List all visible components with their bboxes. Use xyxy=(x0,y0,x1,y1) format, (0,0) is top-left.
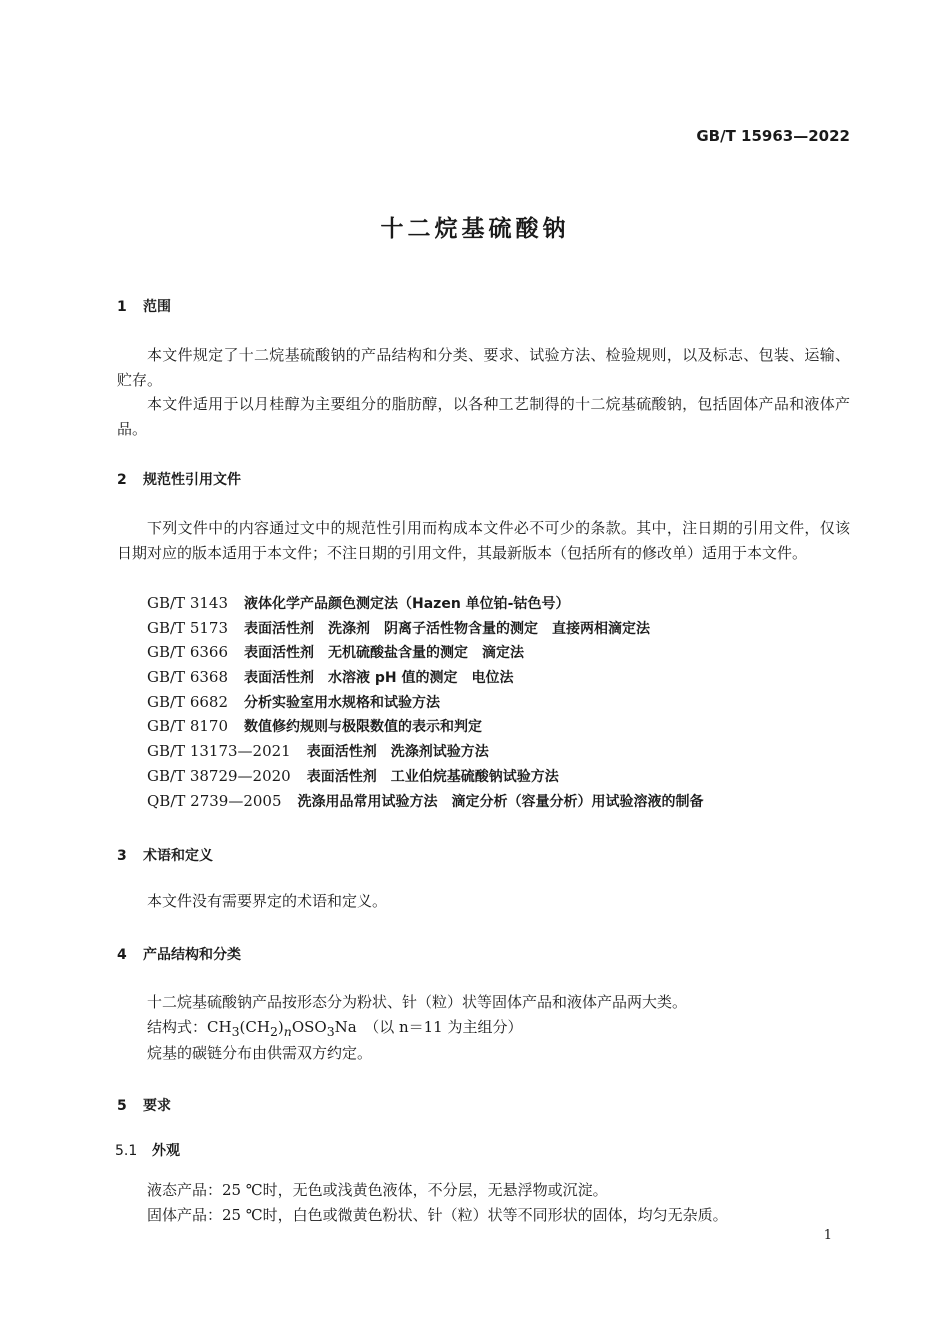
section-number: 5 xyxy=(117,1098,127,1114)
reference-item xyxy=(147,616,704,641)
reference-code: GB/T 38729—2020 xyxy=(147,766,291,785)
page-number: 1 xyxy=(823,1228,832,1243)
reference-code: GB/T 6368 xyxy=(147,668,229,687)
reference-title: 液体化学产品颜色测定法（Hazen 单位铂-钴色号） xyxy=(244,596,570,612)
document-title: 十二烷基硫酸钠 xyxy=(380,216,570,242)
reference-title: 表面活性剂 洗涤剂试验方法 xyxy=(306,744,489,761)
reference-item xyxy=(147,640,704,665)
section-number: 1 xyxy=(117,299,127,315)
section-3-paragraph: 本文件没有需要界定的术语和定义。 xyxy=(147,892,388,910)
formula-prefix: 结构式：CH xyxy=(147,1018,232,1036)
section-title: 术语和定义 xyxy=(143,848,213,864)
section-4-line-3: 烷基的碳链分布由供需双方约定。 xyxy=(147,1044,373,1062)
subsection-5-1-heading xyxy=(115,1140,180,1160)
section-title: 规范性引用文件 xyxy=(143,472,241,488)
reference-code: GB/T 5173 xyxy=(147,618,229,637)
section-5-heading xyxy=(117,1095,171,1115)
reference-item xyxy=(147,591,704,616)
appearance-solid: 固体产品：25 ℃时，白色或微黄色粉状、针（粒）状等不同形状的固体，均匀无杂质。 xyxy=(147,1206,728,1224)
section-number: 2 xyxy=(117,472,127,488)
standard-code: GB/T 15963—2022 xyxy=(696,127,850,145)
reference-code: GB/T 6366 xyxy=(147,643,229,662)
formula-subscript: 2 xyxy=(269,1024,278,1039)
appearance-liquid: 液态产品：25 ℃时，无色或浅黄色液体，不分层，无悬浮物或沉淀。 xyxy=(147,1181,608,1199)
reference-item xyxy=(147,764,704,789)
reference-code: GB/T 13173—2021 xyxy=(147,742,291,761)
reference-item xyxy=(147,789,704,814)
formula-subscript-n: n xyxy=(283,1024,292,1039)
reference-item xyxy=(147,739,704,764)
section-title: 要求 xyxy=(143,1098,171,1114)
reference-code: GB/T 8170 xyxy=(147,717,229,736)
formula-subscript: 3 xyxy=(231,1024,240,1039)
reference-title: 表面活性剂 工业伯烷基硫酸钠试验方法 xyxy=(306,768,559,785)
section-4-line-1: 十二烷基硫酸钠产品按形态分为粉状、针（粒）状等固体产品和液体产品两大类。 xyxy=(147,993,688,1011)
section-1-paragraph-1: 本文件规定了十二烷基硫酸钠的产品结构和分类、要求、试验方法、检验规则，以及标志、包装、运输、贮存。 xyxy=(117,346,850,389)
reference-item xyxy=(147,665,704,690)
reference-item xyxy=(147,690,704,715)
formula-part: (CH xyxy=(239,1018,270,1036)
section-number: 3 xyxy=(117,848,127,864)
formula-part: ) xyxy=(277,1018,284,1036)
reference-title: 数值修约规则与极限数值的表示和判定 xyxy=(244,719,483,736)
section-4-heading xyxy=(117,944,241,964)
structural-formula xyxy=(147,1016,523,1039)
formula-suffix: Na （以 n＝11 为主组分） xyxy=(334,1018,523,1036)
reference-code: QB/T 2739—2005 xyxy=(147,791,282,810)
subsection-number: 5.1 xyxy=(115,1143,138,1159)
formula-subscript: 3 xyxy=(326,1024,335,1039)
section-title: 产品结构和分类 xyxy=(143,947,241,963)
normative-references-list xyxy=(147,591,704,813)
section-1-heading xyxy=(117,296,171,316)
section-3-heading xyxy=(117,845,213,865)
reference-code: GB/T 3143 xyxy=(147,594,229,612)
subsection-title: 外观 xyxy=(152,1143,180,1159)
section-number: 4 xyxy=(117,947,127,963)
reference-title: 表面活性剂 无机硫酸盐含量的测定 滴定法 xyxy=(244,645,525,662)
section-title: 范围 xyxy=(143,299,171,315)
section-2-paragraph: 下列文件中的内容通过文中的规范性引用而构成本文件必不可少的条款。其中，注日期的引用文件，仅该日期对应的版本适用于本文件；不注日期的引用文件，其最新版本（包括所有的修改单）适用于本文件。 xyxy=(117,519,850,562)
reference-title: 分析实验室用水规格和试验方法 xyxy=(244,694,441,711)
reference-code: GB/T 6682 xyxy=(147,692,229,711)
reference-title: 洗涤用品常用试验方法 滴定分析（容量分析）用试验溶液的制备 xyxy=(297,793,704,810)
reference-title: 表面活性剂 洗涤剂 阴离子活性物含量的测定 直接两相滴定法 xyxy=(244,620,651,637)
section-2-heading xyxy=(117,469,241,489)
section-1-paragraph-2: 本文件适用于以月桂醇为主要组分的脂肪醇，以各种工艺制得的十二烷基硫酸钠，包括固体产品和液体产品。 xyxy=(117,395,850,438)
formula-part: OSO xyxy=(291,1018,327,1036)
reference-title: 表面活性剂 水溶液 pH 值的测定 电位法 xyxy=(244,670,514,687)
reference-item xyxy=(147,714,704,739)
